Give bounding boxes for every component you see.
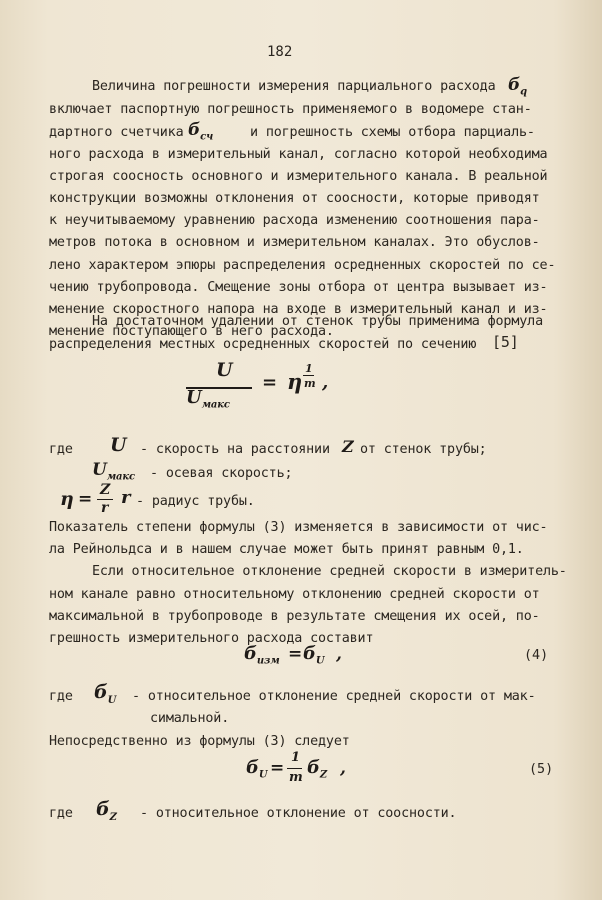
m-denominator: m (289, 770, 303, 785)
text-line: и погрешность схемы отбора парциаль- (250, 125, 535, 140)
text-line: Показатель степени формулы (3) изменяется в зависимости от чис- (49, 520, 548, 535)
formula-umax-denominator: $U_{макс}$ (186, 387, 230, 411)
sigma-u-symbol: $б_U$ (303, 643, 325, 667)
r-denominator: r (101, 500, 109, 516)
sigma-z-symbol: $б_Z$ (307, 757, 328, 781)
text-line: - скорость на расстоянии (140, 442, 330, 457)
equals-sign: = (78, 489, 93, 509)
text-line: грешность измерительного расхода составит (49, 631, 374, 646)
comma: , (336, 644, 342, 664)
text-line: максимальной в трубопроводе в результате смещения их осей, по- (49, 609, 540, 624)
text-line: симальной. (150, 711, 230, 726)
text-line: дартного счетчика (49, 125, 184, 140)
eta-symbol: η (60, 488, 74, 510)
equals-sign: = (270, 758, 285, 778)
text-line: чению трубопровода. Смещение зоны отбора от центра вызывает из- (49, 280, 548, 295)
z-symbol: Z (342, 437, 354, 456)
text-line: - радиус трубы. (136, 494, 255, 509)
text-line: метров потока в основном и измерительном каналах. Это обуслов- (49, 235, 540, 250)
comma: , (322, 372, 329, 393)
text-line: Если относительное отклонение средней скорости в измеритель- (92, 564, 567, 579)
text-line: менение поступающего в него расхода. (49, 324, 334, 339)
text-line: - относительное отклонение средней скорости от мак- (132, 689, 536, 704)
r-symbol: r (121, 487, 131, 508)
text-line: включает паспортную погрешность применяемого в водомере стан- (49, 102, 532, 117)
where-label: где (49, 442, 73, 457)
equation-number-4: (4) (524, 648, 549, 663)
text-line: - осевая скорость; (150, 466, 293, 481)
sigma-z-symbol: $б_Z$ (96, 798, 117, 823)
exponent-denominator: m (304, 377, 316, 390)
text-line: Величина погрешности измерения парциального расхода (92, 79, 496, 94)
text-line: строгая соосность основного и измерительного канала. В реальной (49, 169, 548, 184)
formula-u-numerator: U (216, 359, 233, 381)
text-line: конструкции возможны отклонения от соосности, которые приводят (49, 191, 540, 206)
where-label: где (49, 689, 73, 704)
text-line: ном канале равно относительному отклонению средней скорости от (49, 587, 540, 602)
sigma-q-symbol: $б_q$ (508, 75, 527, 98)
equation-number-5: (5) (529, 762, 554, 777)
formula-eta: η (287, 369, 303, 394)
page-number: 182 (267, 44, 293, 60)
text-line: менение скоростного напора на входе в измерительный канал и из- (49, 302, 548, 317)
text-line: На достаточном удалении от стенок трубы применима формула (92, 314, 543, 329)
text-line: ла Рейнольдса и в нашем случае может быть принят равным 0,1. (49, 542, 524, 557)
text-line: к неучитываемому уравнению расхода изменению соотношения пара- (49, 213, 540, 228)
u-symbol: U (110, 434, 127, 456)
text-line: от стенок трубы; (360, 442, 487, 457)
sigma-u-symbol: $б_U$ (246, 757, 268, 781)
text-line: ного расхода в измерительный канал, согласно которой необходима (49, 147, 548, 162)
sigma-sch-symbol: $б_{сч}$ (188, 120, 214, 143)
fraction-bar (287, 768, 302, 769)
comma: , (340, 758, 346, 778)
equals-sign: = (288, 644, 303, 664)
one-numerator: 1 (291, 750, 300, 765)
umax-symbol: $U_{макс}$ (92, 460, 135, 483)
where-label: где (49, 806, 73, 821)
sigma-u-symbol: $б_U$ (94, 681, 117, 706)
text-line: распределения местных осредненных скоростей по сечению (49, 337, 477, 352)
reference: [5] (492, 333, 519, 351)
text-line: - относительное отклонение от соосности. (140, 806, 457, 821)
text-line: Непосредственно из формулы (3) следует (49, 734, 350, 749)
text-line: лено характером эпюры распределения осредненных скоростей по се- (49, 258, 556, 273)
z-numerator: Z (100, 482, 111, 498)
sigma-izm-symbol: $б_{изм}$ (244, 643, 280, 667)
equals-sign: = (262, 372, 277, 393)
exponent-numerator: 1 (305, 362, 313, 375)
